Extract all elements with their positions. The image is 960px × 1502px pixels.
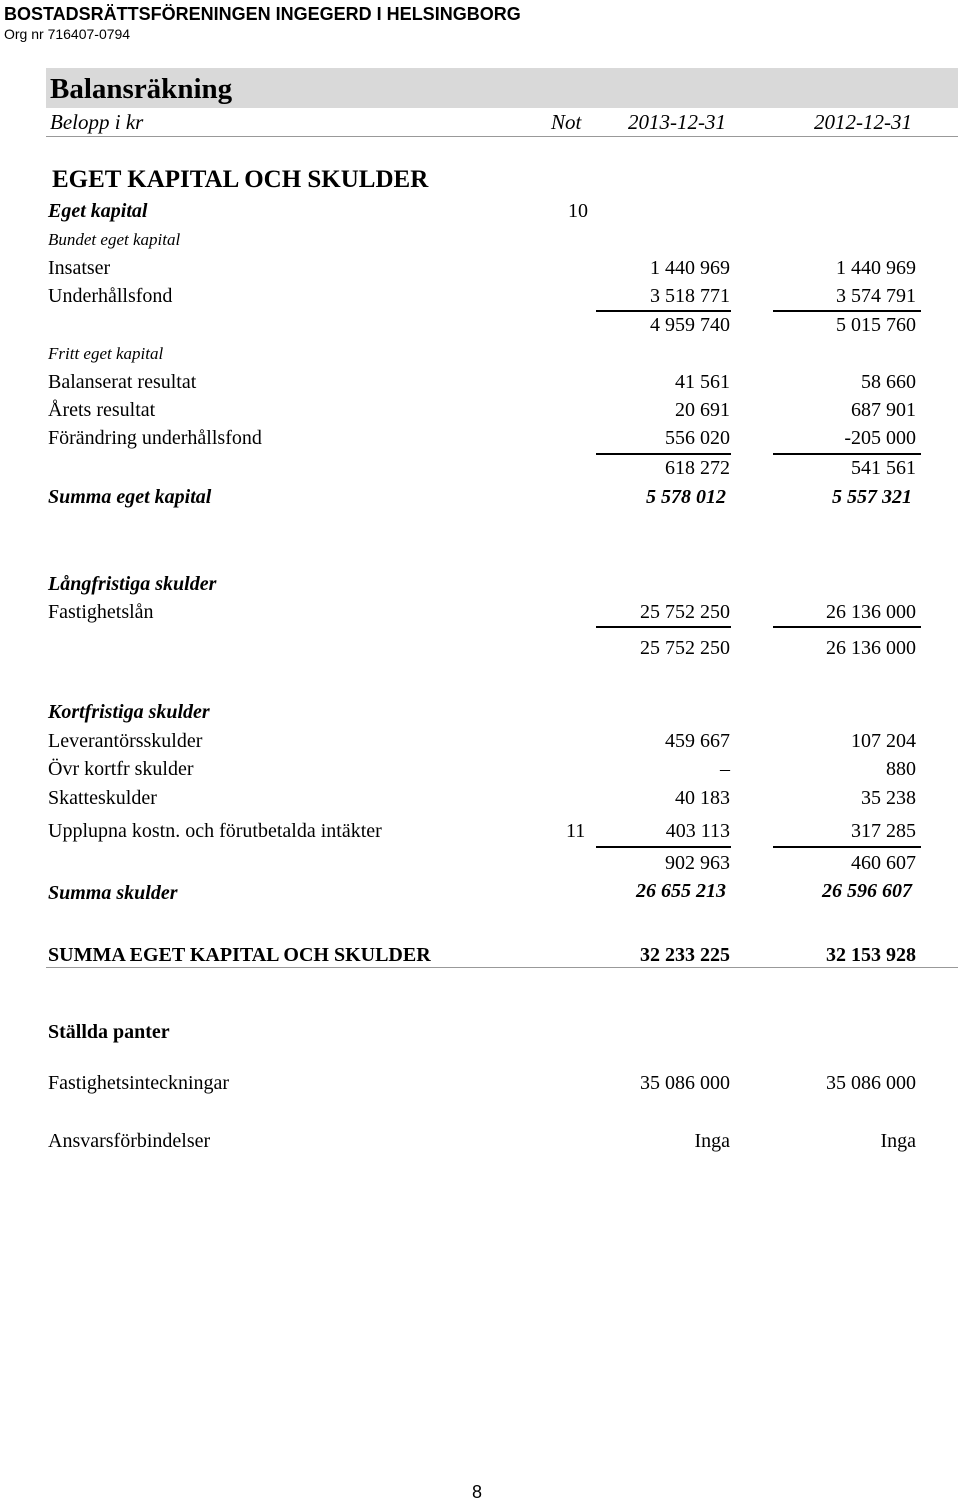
row-fastighetslan-2012: 26 136 000	[826, 601, 916, 623]
long-term-heading: Långfristiga skulder	[48, 573, 217, 595]
long-term-subtotal-2013: 25 752 250	[640, 637, 730, 659]
row-label-forandring: Förändring underhållsfond	[48, 427, 262, 449]
row-ovr-kortfr-2012: 880	[886, 758, 916, 780]
row-insatser-2012: 1 440 969	[836, 257, 916, 279]
free-equity-heading: Fritt eget kapital	[48, 344, 164, 363]
section-title: EGET KAPITAL OCH SKULDER	[52, 166, 429, 193]
title-divider	[46, 136, 958, 137]
column-label-year-2013: 2013-12-31	[628, 110, 726, 134]
row-upplupna-2013: 403 113	[665, 820, 730, 842]
equity-total-2013: 5 578 012	[646, 486, 726, 508]
subtotal-rule	[773, 846, 921, 848]
page-title: Balansräkning	[50, 73, 233, 105]
row-upplupna-2012: 317 285	[851, 820, 916, 842]
free-subtotal-2013: 618 272	[665, 457, 730, 479]
short-term-subtotal-2013: 902 963	[665, 852, 730, 874]
row-balanserat-2013: 41 561	[675, 371, 730, 393]
row-label-arets-resultat: Årets resultat	[48, 399, 156, 421]
column-label-year-2012: 2012-12-31	[814, 110, 912, 134]
row-arets-resultat-2013: 20 691	[675, 399, 730, 421]
row-label-balanserat: Balanserat resultat	[48, 371, 197, 393]
row-label-fastighetslan: Fastighetslån	[48, 601, 154, 623]
subtotal-rule	[773, 310, 921, 312]
subtotal-rule	[596, 310, 731, 312]
row-label-underhallsfond: Underhållsfond	[48, 285, 173, 307]
page-number: 8	[472, 1482, 483, 1502]
free-subtotal-2012: 541 561	[851, 457, 916, 479]
short-term-heading: Kortfristiga skulder	[48, 701, 210, 723]
subtotal-rule	[596, 626, 731, 628]
row-label-ansvarsforbindelser: Ansvarsförbindelser	[48, 1130, 211, 1152]
equity-total-label: Summa eget kapital	[48, 486, 212, 508]
row-arets-resultat-2012: 687 901	[851, 399, 916, 421]
subtotal-rule	[596, 846, 731, 848]
grand-total-2012: 32 153 928	[826, 944, 916, 966]
row-skatteskulder-2013: 40 183	[675, 787, 730, 809]
row-label-insatser: Insatser	[48, 257, 111, 279]
row-fastighetsinteckningar-2013: 35 086 000	[640, 1072, 730, 1094]
liabilities-total-label: Summa skulder	[48, 882, 178, 904]
row-underhallsfond-2012: 3 574 791	[836, 285, 916, 307]
row-forandring-2012: -205 000	[844, 427, 916, 449]
grand-total-divider	[46, 967, 958, 968]
row-forandring-2013: 556 020	[665, 427, 730, 449]
row-label-upplupna: Upplupna kostn. och förutbetalda intäkter	[48, 820, 382, 842]
long-term-subtotal-2012: 26 136 000	[826, 637, 916, 659]
row-insatser-2013: 1 440 969	[650, 257, 730, 279]
grand-total-label: SUMMA EGET KAPITAL OCH SKULDER	[48, 944, 431, 966]
equity-heading: Eget kapital	[48, 200, 148, 222]
bound-subtotal-2012: 5 015 760	[836, 314, 916, 336]
row-underhallsfond-2013: 3 518 771	[650, 285, 730, 307]
row-fastighetslan-2013: 25 752 250	[640, 601, 730, 623]
row-fastighetsinteckningar-2012: 35 086 000	[826, 1072, 916, 1094]
row-balanserat-2012: 58 660	[861, 371, 916, 393]
short-term-subtotal-2012: 460 607	[851, 852, 916, 874]
equity-note: 10	[568, 200, 588, 222]
row-leverantorsskulder-2012: 107 204	[851, 730, 916, 752]
row-label-ovr-kortfr: Övr kortfr skulder	[48, 758, 194, 780]
liabilities-total-2012: 26 596 607	[822, 880, 912, 902]
subtotal-rule	[773, 626, 921, 628]
bound-subtotal-2013: 4 959 740	[650, 314, 730, 336]
grand-total-2013: 32 233 225	[640, 944, 730, 966]
org-number: Org nr 716407-0794	[4, 26, 131, 42]
subtotal-rule	[596, 453, 731, 455]
bound-equity-heading: Bundet eget kapital	[48, 230, 181, 249]
row-ovr-kortfr-2013: –	[720, 758, 730, 780]
row-ansvarsforbindelser-2013: Inga	[694, 1130, 730, 1152]
column-label-note: Not	[551, 110, 582, 134]
row-ansvarsforbindelser-2012: Inga	[880, 1130, 916, 1152]
equity-total-2012: 5 557 321	[832, 486, 912, 508]
row-label-leverantorsskulder: Leverantörsskulder	[48, 730, 203, 752]
row-leverantorsskulder-2013: 459 667	[665, 730, 730, 752]
pledged-heading: Ställda panter	[48, 1021, 170, 1043]
org-name: BOSTADSRÄTTSFÖRENINGEN INGEGERD I HELSINGBORG	[4, 4, 521, 24]
row-label-skatteskulder: Skatteskulder	[48, 787, 157, 809]
liabilities-total-2013: 26 655 213	[636, 880, 726, 902]
column-label-amount: Belopp i kr	[50, 110, 144, 134]
row-upplupna-note: 11	[566, 820, 586, 842]
row-skatteskulder-2012: 35 238	[861, 787, 916, 809]
row-label-fastighetsinteckningar: Fastighetsinteckningar	[48, 1072, 230, 1094]
subtotal-rule	[773, 453, 921, 455]
